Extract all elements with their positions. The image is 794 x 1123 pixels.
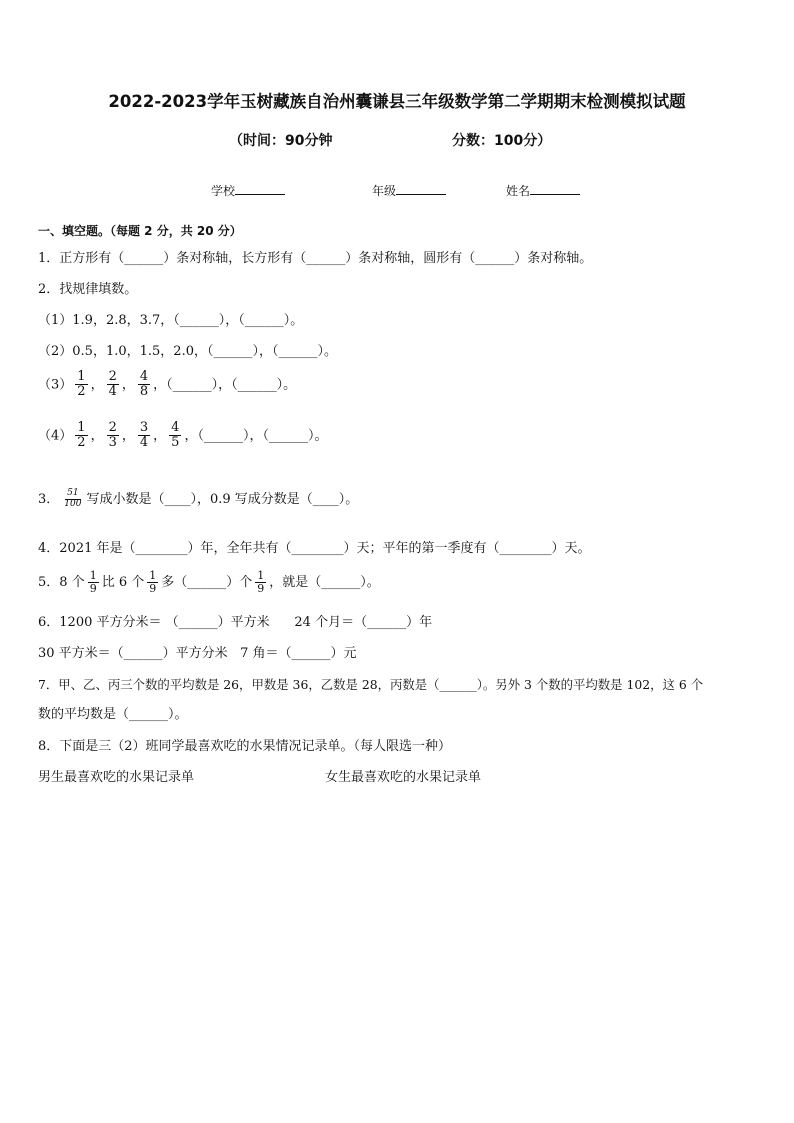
fraction: $\frac{1}{9}$ (257, 569, 265, 596)
sub-3-prefix: （3） (38, 377, 73, 393)
sub-4-suffix: ，（______），（______）。 (184, 428, 328, 444)
question-3 (38, 489, 358, 510)
exam-score: 分数：100分） (452, 133, 552, 149)
sub-4-prefix: （4） (38, 428, 73, 444)
grade-label: 年级 (372, 184, 397, 198)
fraction: $\frac{3}{4}$ (139, 420, 149, 451)
fraction: $\frac{1}{9}$ (89, 569, 97, 596)
exam-time: （时间：90分钟 (229, 133, 333, 149)
question-7-line-1: 7．甲、乙、丙三个数的平均数是 26，甲数是 36，乙数是 28，丙数是（______）。另外 3 个数的平均数是 102，这 6 个 (38, 677, 704, 692)
fraction: $\frac{2}{4}$ (108, 369, 117, 400)
q3-prefix: 3． (38, 491, 60, 507)
fraction: $\frac{4}{5}$ (171, 420, 180, 451)
question-2-sub-1: （1）1.9，2.8，3.7，（______），（______）。 (38, 313, 304, 328)
q3-suffix: 写成小数是（____），0.9 写成分数是（____）。 (86, 491, 359, 507)
section-heading: 一、填空题。（每题 2 分，共 20 分） (38, 224, 242, 238)
question-2-sub-2: （2）0.5，1.0，1.5，2.0，（______），（______）。 (38, 344, 337, 359)
name-blank[interactable] (530, 182, 580, 195)
question-4: 4．2021 年是（________）年，全年共有（________）天；平年的第一季度有（________）天。 (38, 541, 591, 556)
question-2-sub-3: （3） $\frac{1}{2}$ ， $\frac{2}{4}$ ， $\frac{4}{8}$ ，（______），（______）。 (38, 369, 297, 400)
question-6-line-2: 30 平方米＝（______）平方分米 7 角＝（______）元 (38, 646, 357, 661)
question-1: 1．正方形有（______）条对称轴，长方形有（______）条对称轴，圆形有（______）条对称轴。 (38, 251, 593, 266)
page-title: 2022-2023学年玉树藏族自治州囊谦县三年级数学第二学期期末检测模拟试题 (108, 92, 686, 111)
fraction: $\frac{51}{100}$ (64, 488, 82, 509)
fraction: $\frac{2}{3}$ (108, 420, 117, 451)
name-field (506, 182, 580, 199)
question-5: 5．8 个 $\frac{1}{9}$ 比 6 个 $\frac{1}{9}$ 多（______）个 $\frac{1}{9}$ ，就是（______）。 (38, 569, 380, 596)
question-2-stem: 2．找规律填数。 (38, 282, 138, 297)
grade-blank[interactable] (396, 182, 446, 195)
fraction: $\frac{1}{9}$ (149, 569, 157, 596)
school-label: 学校 (211, 184, 236, 198)
boys-fruit-record-label: 男生最喜欢吃的水果记录单 (38, 770, 195, 785)
fraction: $\frac{1}{2}$ (77, 369, 86, 400)
school-field (211, 182, 285, 199)
school-blank[interactable] (235, 182, 285, 195)
sub-3-suffix: ，（______），（______）。 (153, 377, 297, 393)
question-7-line-2: 数的平均数是（______）。 (38, 707, 188, 722)
name-label: 姓名 (506, 184, 531, 198)
fraction: $\frac{1}{2}$ (77, 420, 86, 451)
grade-field (372, 182, 446, 199)
fraction: $\frac{4}{8}$ (139, 369, 149, 400)
girls-fruit-record-label: 女生最喜欢吃的水果记录单 (325, 770, 482, 785)
question-2-sub-4: （4） $\frac{1}{2}$ ， $\frac{2}{3}$ ， $\frac{3}{4}$ ， $\frac{4}{5}$ ，（______），（______）。 (38, 420, 328, 451)
question-6-line-1: 6．1200 平方分米＝ （______）平方米 24 个月＝（______）年 (38, 615, 433, 630)
question-8-stem: 8．下面是三（2）班同学最喜欢吃的水果情况记录单。（每人限选一种） (38, 739, 452, 754)
